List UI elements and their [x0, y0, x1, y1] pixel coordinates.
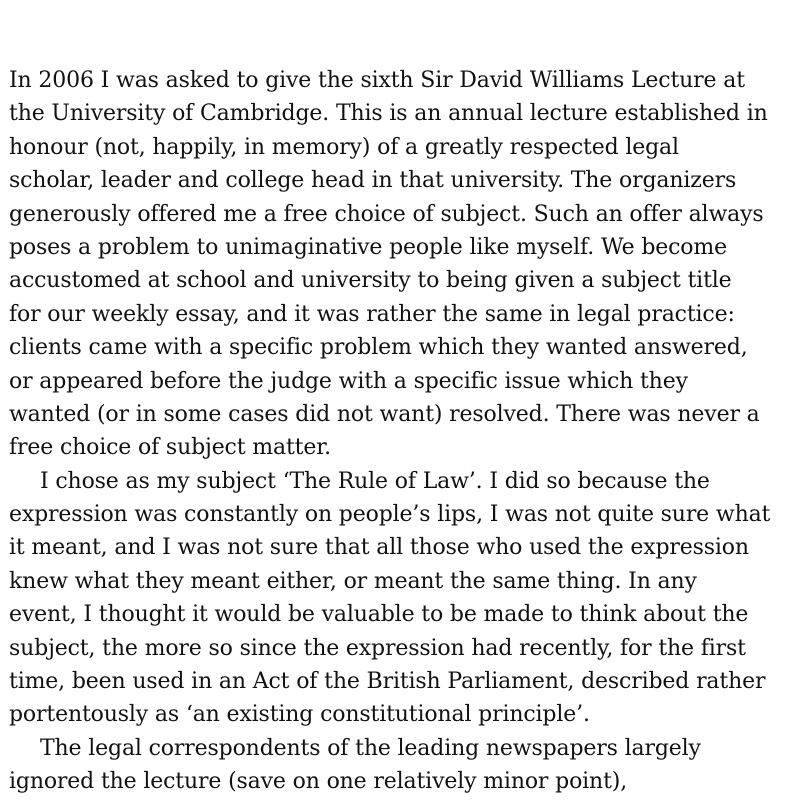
- text-line: subject, the more so since the expression had recently, for the first: [9, 635, 746, 661]
- paragraph-1: [9, 64, 795, 465]
- text-line: expression was constantly on people’s lips, I was not quite sure what: [9, 502, 771, 528]
- text-line: the University of Cambridge. This is an annual lecture established in: [9, 101, 768, 127]
- text-line: clients came with a specific problem which they wanted answered,: [9, 335, 748, 361]
- text-line: generously offered me a free choice of subject. Such an offer always: [9, 201, 764, 227]
- text-line: scholar, leader and college head in that university. The organizers: [9, 168, 737, 194]
- text-line: honour (not, happily, in memory) of a greatly respected legal: [9, 134, 679, 160]
- text-line: time, been used in an Act of the British Parliament, described rather: [9, 669, 766, 695]
- text-line: it meant, and I was not sure that all those who used the expression: [9, 535, 749, 561]
- text-line: knew what they meant either, or meant the same thing. In any: [9, 568, 697, 594]
- text-line: event, I thought it would be valuable to be made to think about the: [9, 602, 749, 628]
- document-page: [9, 64, 795, 799]
- text-line: free choice of subject matter.: [9, 435, 331, 461]
- text-line: wanted (or in some cases did not want) resolved. There was never a: [9, 401, 760, 427]
- paragraph-2: [9, 465, 795, 732]
- text-line: ignored the lecture (save on one relatively minor point),: [9, 769, 628, 795]
- text-line: The legal correspondents of the leading newspapers largely: [40, 735, 701, 761]
- text-line: or appeared before the judge with a specific issue which they: [9, 368, 688, 394]
- text-line: portentously as ‘an existing constitutional principle’.: [9, 702, 590, 728]
- text-line: In 2006 I was asked to give the sixth Sir David Williams Lecture at: [9, 68, 745, 93]
- text-line: poses a problem to unimaginative people like myself. We become: [9, 234, 727, 260]
- text-line: I chose as my subject ‘The Rule of Law’. I did so because the: [40, 468, 710, 494]
- text-line: accustomed at school and university to being given a subject title: [9, 268, 732, 294]
- paragraph-3: [9, 732, 795, 799]
- text-line: for our weekly essay, and it was rather the same in legal practice:: [9, 301, 735, 327]
